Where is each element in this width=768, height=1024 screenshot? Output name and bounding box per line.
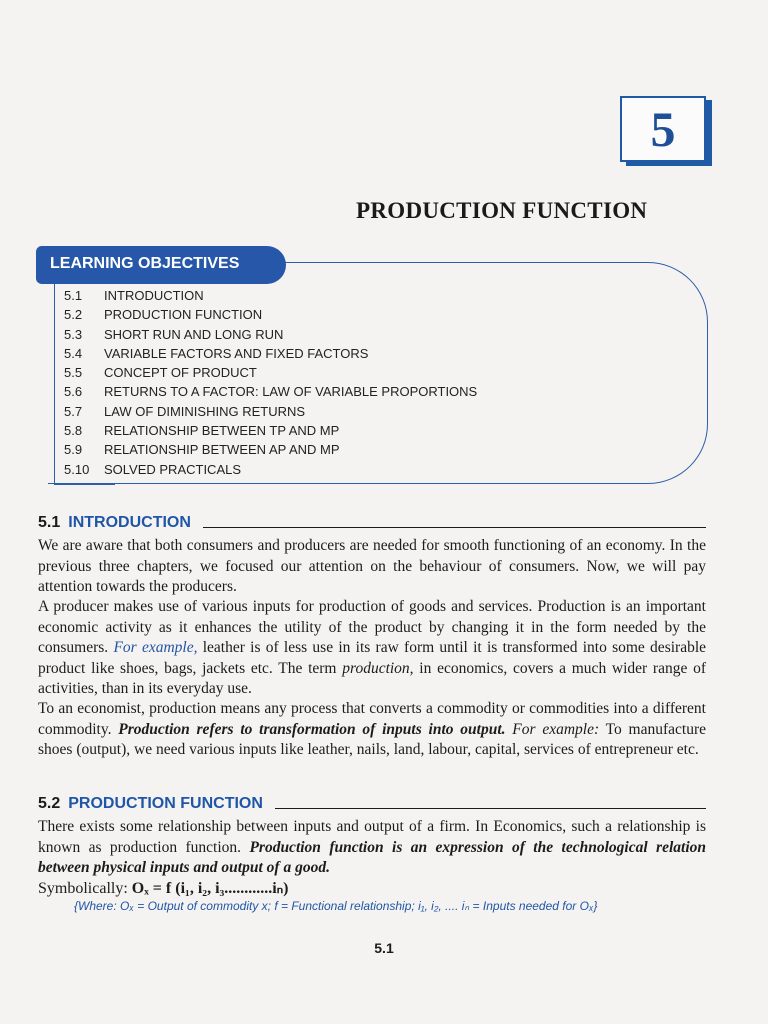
section-heading: 5.2 PRODUCTION FUNCTION (38, 795, 706, 813)
objective-item: 5.5 CONCEPT OF PRODUCT (64, 365, 257, 381)
paragraph: We are aware that both consumers and producers are needed for smooth functioning of an economy. In the previous three chapters, we focused our attention on the behaviour of consumers. Now, we will pay attention towards the producers. (38, 537, 706, 595)
objective-item: 5.1 INTRODUCTION (64, 288, 204, 303)
objective-item: 5.4 VARIABLE FACTORS AND FIXED FACTORS (64, 345, 369, 361)
learning-objectives-list (64, 286, 477, 479)
production-formula: Symbolically: Oₓ = f (i₁, i₂, i₃............iₙ) (38, 880, 289, 897)
chapter-title: PRODUCTION FUNCTION (356, 198, 648, 223)
paragraph: There exists some relationship between inputs and output of a firm. In Economics, such a relationship is known as production function. Production function is an expression of the technological relation between physical inputs and output of a good. (38, 818, 706, 876)
chapter-number-box (620, 96, 706, 162)
objective-item: 5.6 RETURNS TO A FACTOR: LAW OF VARIABLE PROPORTIONS (64, 384, 478, 400)
learning-objectives-heading: LEARNING OBJECTIVES (38, 248, 284, 282)
page-number: 5.1 (374, 940, 394, 956)
formula-legend: {Where: Oₓ = Output of commodity x; f = Functional relationship; i₁, i₂, .... iₙ = Inputs needed for Oₓ} (74, 899, 598, 913)
objective-item: 5.2 PRODUCTION FUNCTION (64, 307, 263, 323)
section-rule (203, 527, 706, 528)
paragraph: A producer makes use of various inputs for production of goods and services. Production is an important economic activity as it enhances the utility of the product by changing it in the form needed by the consumers. For example, leather is of less use in its raw form until it is transformed into some desirable product like shoes, bags, jackets etc. The term production, in economics, covers a much wider range of activities, than in its everyday use. (38, 598, 707, 697)
paragraph: To an economist, production means any process that converts a commodity or commodities into a different commodity. Production refers to transformation of inputs into output. For example: To manufacture shoes (output), we need various inputs like leather, nails, land, labour, capital, services of entrepreneur etc. (38, 700, 706, 758)
objective-item: 5.8 RELATIONSHIP BETWEEN TP AND MP (64, 423, 340, 439)
chapter-number: 5 (650, 101, 676, 157)
objective-item: 5.9 RELATIONSHIP BETWEEN AP AND MP (64, 442, 340, 458)
section-rule (275, 808, 706, 809)
objective-item: 5.7 LAW OF DIMINISHING RETURNS (64, 403, 306, 419)
objective-item: 5.10 SOLVED PRACTICALS (64, 461, 242, 477)
section-heading: 5.1 INTRODUCTION (38, 514, 706, 532)
objective-item: 5.3 SHORT RUN AND LONG RUN (64, 326, 284, 342)
